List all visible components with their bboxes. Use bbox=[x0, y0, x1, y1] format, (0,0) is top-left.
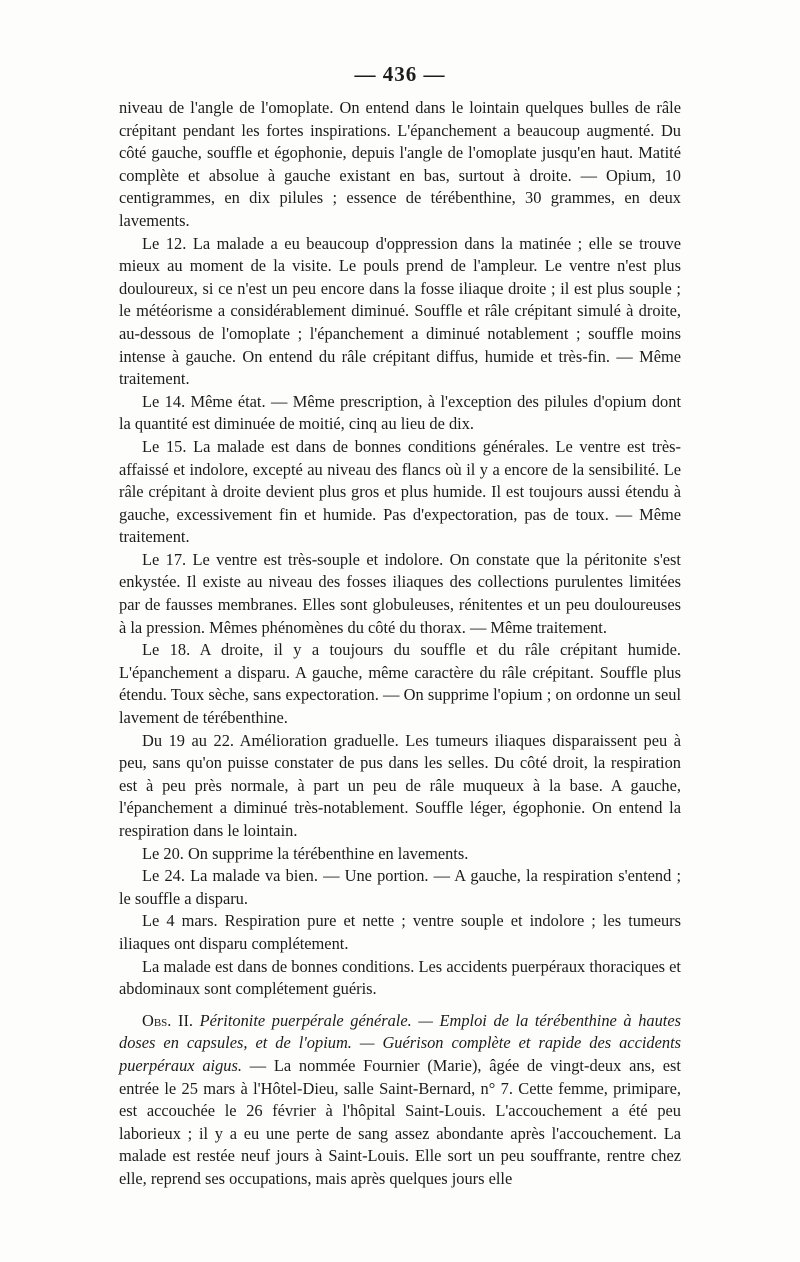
page-number: — 436 — bbox=[354, 62, 446, 86]
paragraph-day-14: Le 14. Même état. — Même prescription, à l'exception des pilules d'opium dont la quantité est diminuée de moitié, cinq au lieu de dix. bbox=[119, 391, 681, 434]
paragraph-day-24: Le 24. La malade va bien. — Une portion. — A gauche, la respiration s'entend ; le souffle a disparu. bbox=[119, 866, 681, 908]
paragraph-day-18: Le 18. A droite, il y a toujours du souffle et du râle crépitant humide. L'épanchement a disparu. A gauche, même caractère du râle crépitant. Souffle plus étendu. Toux sèche, sans expectoration. — On supprime l'opium ; on ordonne un seul lavement de térébenthine. bbox=[119, 640, 681, 728]
paragraph-day-12: Le 12. La malade a eu beaucoup d'oppression dans la matinée ; elle se trouve mieux au moment de la visite. Le pouls prend de l'ampleur. Le ventre n'est plus douloureux, si ce n'est un peu encore dans la fosse iliaque droite ; il est plus souple ; le météorisme a considérablement diminué. Souffle et râle crépitant simulé à droite, au-dessous de l'omoplate ; l'épanchement a diminué notablement ; souffle moins intense à gauche. On entend du râle crépitant diffus, humide et très-fin. — Même traitement. bbox=[119, 233, 681, 389]
paragraph-day-20: Le 20. On supprime la térébenthine en lavements. bbox=[142, 843, 469, 863]
observation-paragraph bbox=[119, 1010, 681, 1191]
paragraph-continuation: niveau de l'angle de l'omoplate. On entend dans le lointain quelques bulles de râle crépitant pendant les fortes inspirations. L'épanchement a beaucoup augmenté. Du côté gauche, souffle et égophonie, depuis l'angle de l'omoplate jusqu'en haut. Matité complète et absolue à gauche existant en bas, surtout à droite. — Opium, 10 centigrammes, en dix pilules ; essence de térébenthine, 30 grammes, en deux lavements. bbox=[119, 98, 681, 230]
paragraph-conclusion: La malade est dans de bonnes conditions. Les accidents puerpéraux thoraciques et abdominaux sont complétement guéris. bbox=[119, 956, 681, 999]
observation-label: Obs. II. bbox=[142, 1010, 194, 1030]
paragraph-day-15: Le 15. La malade est dans de bonnes conditions générales. Le ventre est très-affaissé et indolore, excepté au niveau des flancs où il y a encore de la sensibilité. Le râle crépitant à droite devient plus gros et plus humide. Il est toujours aussi étendu à gauche, excessivement fin et humide. Pas d'expectoration, pas de toux. — Même traitement. bbox=[119, 436, 681, 547]
observation-title: Péritonite puerpérale générale. — Emploi de la térébenthine à hautes doses en capsules, et de l'opium. — Guérison complète et rapide des accidents puerpéraux aigus. bbox=[119, 1010, 681, 1075]
observation-text: — La nommée Fournier (Marie), âgée de vingt-deux ans, est entrée le 25 mars à l'Hôtel-Dieu, salle Saint-Bernard, n° 7. Cette femme, primipare, est accouchée le 26 février à l'hôpital Saint-Louis. L'accouchement a été peu laborieux ; il y a eu une perte de sang assez abondante après l'accouchement. La malade est restée neuf jours à Saint-Louis. Elle sort un peu souffrante, rentre chez elle, reprend ses occupations, mais après quelques jours elle bbox=[119, 1055, 681, 1188]
paragraph-day-17: Le 17. Le ventre est très-souple et indolore. On constate que la péritonite s'est enkystée. Il existe au niveau des fosses iliaques des collections purulentes limitées par de fausses membranes. Elles sont globuleuses, rénitentes et un peu douloureuses à la pression. Mêmes phénomènes du côté du thorax. — Même traitement. bbox=[119, 549, 681, 637]
page-body bbox=[119, 97, 681, 1191]
paragraph-4-mars: Le 4 mars. Respiration pure et nette ; ventre souple et indolore ; les tumeurs iliaques ont disparu complétement. bbox=[119, 911, 681, 953]
paragraph-day-19-22: Du 19 au 22. Amélioration graduelle. Les tumeurs iliaques disparaissent peu à peu, sans qu'on puisse constater de pus dans les selles. Du côté droit, la respiration est à peu près normale, à part un peu de râle muqueux à la base. A gauche, l'épanchement a diminué très-notablement. Souffle léger, égophonie. On entend la respiration dans le lointain. bbox=[119, 730, 681, 840]
